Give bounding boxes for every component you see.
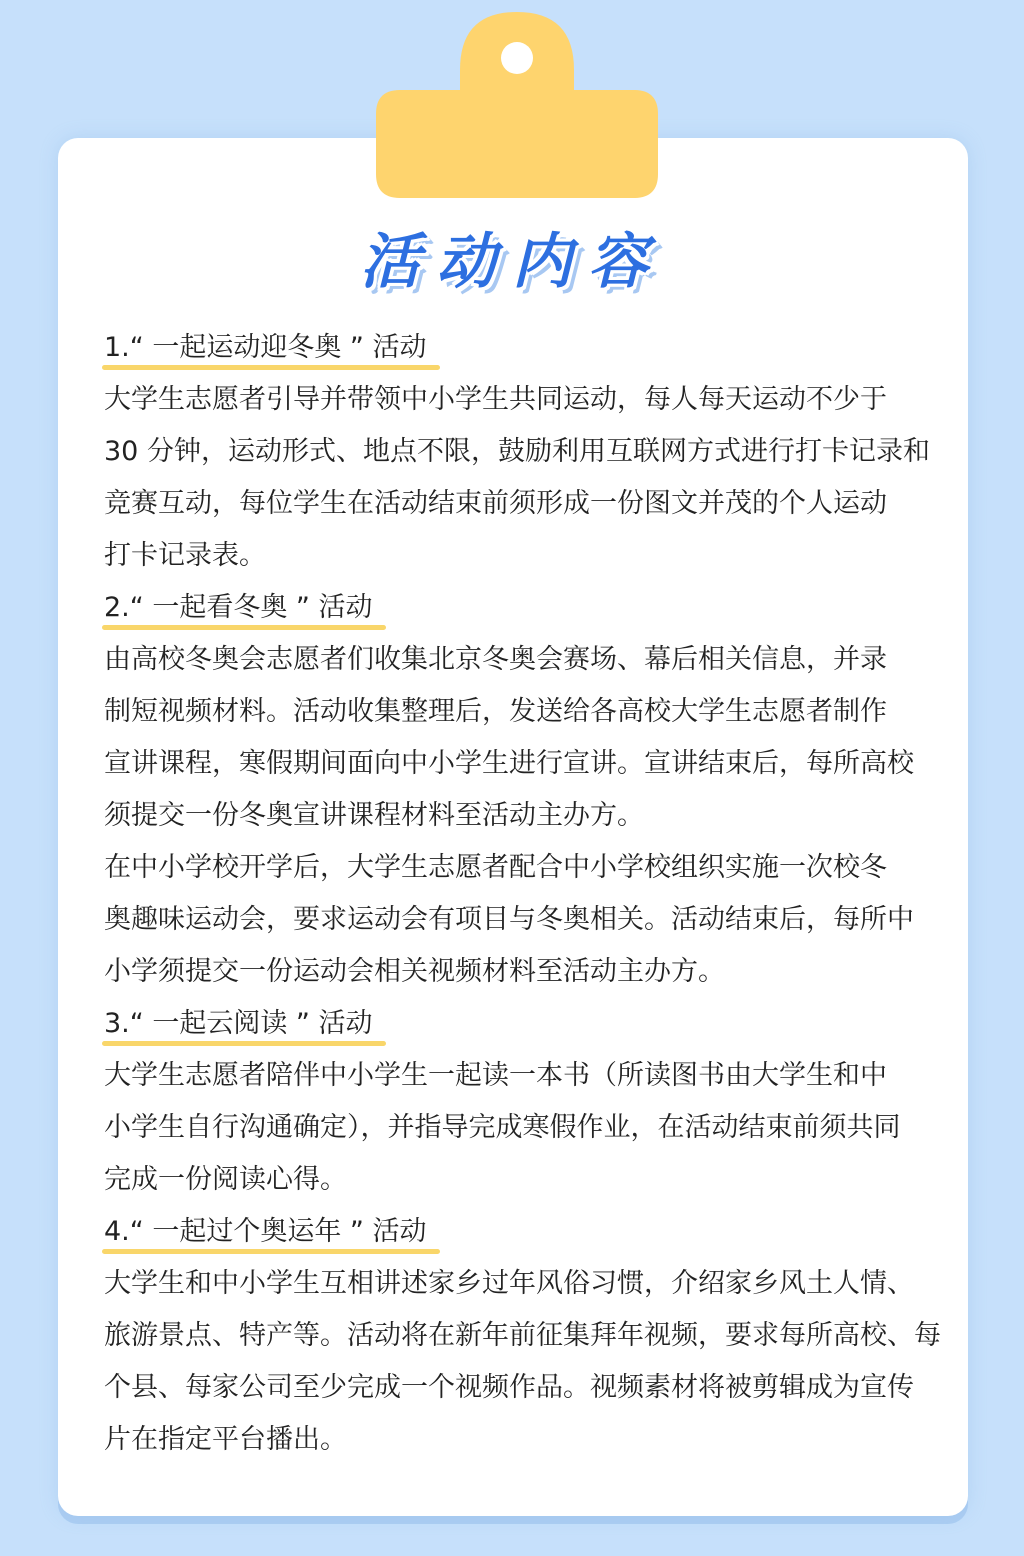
section-heading: 3.“ 一起云阅读 ” 活动 [104,998,386,1050]
section-4 [104,1206,941,1466]
section-paragraph: 大学生志愿者陪伴中小学生一起读一本书（所读图书由大学生和中 小学生自行沟通确定），并指导完成寒假作业，在活动结束前须共同 完成一份阅读心得。 [104,1060,901,1195]
page-title: 活动内容 [360,227,664,297]
section-paragraph: 大学生和中小学生互相讲述家乡过年风俗习惯，介绍家乡风土人情、 旅游景点、特产等。活动将在新年前征集拜年视频，要求每所高校、每 个县、每家公司至少完成一个视频作品。视频素材将被剪辑成为宣传 片在指定平台播出。 [104,1268,941,1455]
section-1 [104,322,934,582]
section-paragraph: 由高校冬奥会志愿者们收集北京冬奥会赛场、幕后相关信息，并录 制短视频材料。活动收集整理后，发送给各高校大学生志愿者制作 宣讲课程，寒假期间面向中小学生进行宣讲。宣讲结束后，每所高校 须提交一份冬奥宣讲课程材料至活动主办方。 [104,644,914,831]
section-paragraph: 在中小学校开学后，大学生志愿者配合中小学校组织实施一次校冬 奥趣味运动会，要求运动会有项目与冬奥相关。活动结束后，每所中 小学须提交一份运动会相关视频材料至活动主办方。 [104,852,914,987]
section-heading: 1.“ 一起运动迎冬奥 ” 活动 [104,322,440,374]
clipboard-clip-graphic [376,12,658,198]
section-heading: 4.“ 一起过个奥运年 ” 活动 [104,1206,440,1258]
section-paragraph: 大学生志愿者引导并带领中小学生共同运动，每人每天运动不少于 30 分钟，运动形式、地点不限，鼓励利用互联网方式进行打卡记录和 竞赛互动，每位学生在活动结束前须形成一份图文并茂的个人运动 打卡记录表。 [104,384,930,571]
section-heading: 2.“ 一起看冬奥 ” 活动 [104,582,386,634]
activity-content [104,322,941,1466]
section-2 [104,582,934,998]
section-3 [104,998,934,1206]
